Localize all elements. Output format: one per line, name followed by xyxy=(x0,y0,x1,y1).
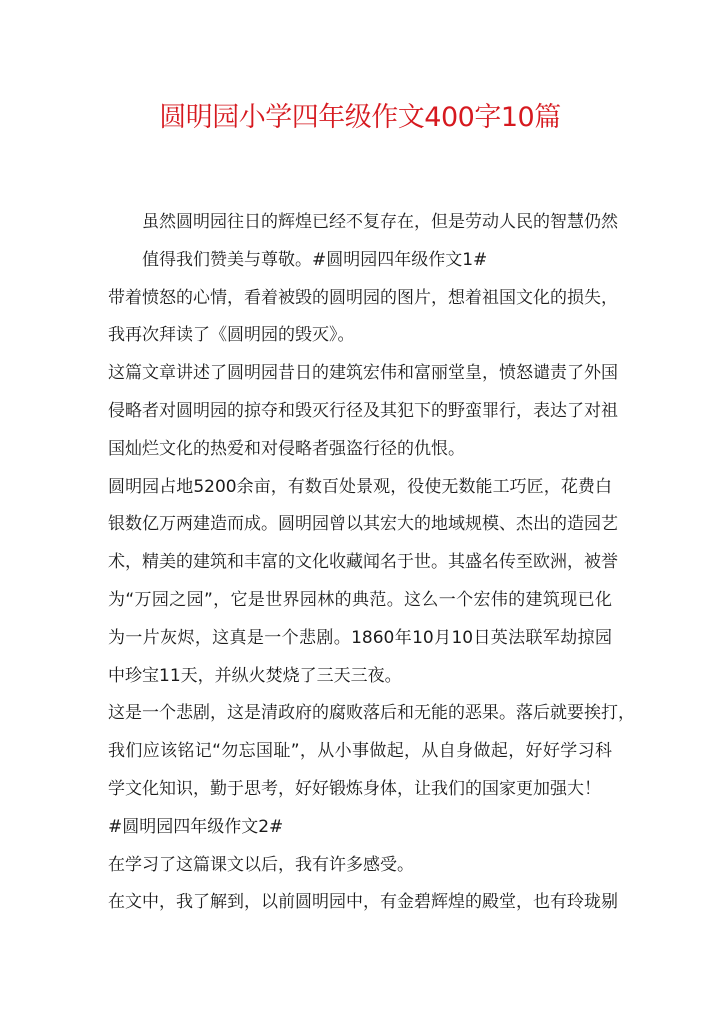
paragraph xyxy=(108,884,618,922)
text-line: 在学习了这篇课文以后，我有许多感受。 xyxy=(108,854,414,875)
text-line: 圆明园占地5200余亩，有数百处景观，役使无数能工巧匠，花费白 xyxy=(108,476,612,497)
paragraph xyxy=(108,280,618,356)
text-line: 在文中，我了解到，以前圆明园中，有金碧辉煌的殿堂，也有玲珑剔 xyxy=(108,892,618,913)
text-line: 虽然圆明园往日的辉煌已经不复存在，但是劳动人民的智慧仍然 xyxy=(142,212,618,232)
section-heading xyxy=(108,809,612,847)
text-line: 国灿烂文化的热爱和对侵略者强盗行径的仇恨。 xyxy=(108,438,465,459)
text-line: 银数亿万两建造而成。圆明园曾以其宏大的地域规模、杰出的造园艺 xyxy=(108,514,618,535)
text-line: 这是一个悲剧，这是清政府的腐败落后和无能的恶果。落后就要挨打， xyxy=(108,703,635,724)
text-line: #圆明园四年级作文2# xyxy=(108,816,284,837)
text-line: 我再次拜读了《圆明园的毁灭》。 xyxy=(108,325,355,346)
paragraph xyxy=(108,355,618,468)
text-line: 为一片灰烬，这真是一个悲剧。1860年10月10日英法联军劫掠园 xyxy=(108,627,612,648)
paragraph xyxy=(108,695,635,808)
paragraph xyxy=(108,469,618,696)
text-line: 术，精美的建筑和丰富的文化收藏闻名于世。其盛名传至欧洲，被誉 xyxy=(108,552,618,573)
text-line: 我们应该铭记“勿忘国耻”，从小事做起，从自身做起，好好学习科 xyxy=(108,741,612,762)
text-line: 这篇文章讲述了圆明园昔日的建筑宏伟和富丽堂皇，愤怒谴责了外国 xyxy=(108,363,618,384)
paragraph xyxy=(108,847,612,885)
text-line: 中珍宝11天，并纵火焚烧了三天三夜。 xyxy=(108,665,402,686)
text-line: 值得我们赞美与尊敬。#圆明园四年级作文1# xyxy=(142,249,488,270)
text-line: 带着愤怒的心情，看着被毁的圆明园的图片，想着祖国文化的损失， xyxy=(108,287,618,308)
text-line: 为“万园之园”，它是世界园林的典范。这么一个宏伟的建筑现已化 xyxy=(108,589,612,610)
document-body xyxy=(108,204,635,922)
text-line: 学文化知识，勤于思考，好好锻炼身体，让我们的国家更加强大！ xyxy=(108,778,601,799)
text-line: 侵略者对圆明园的掠夺和毁灭行径及其犯下的野蛮罪行，表达了对祖 xyxy=(108,400,618,421)
paragraph-intro xyxy=(108,204,618,280)
document-title: 圆明园小学四年级作文400字10篇 xyxy=(159,102,561,133)
